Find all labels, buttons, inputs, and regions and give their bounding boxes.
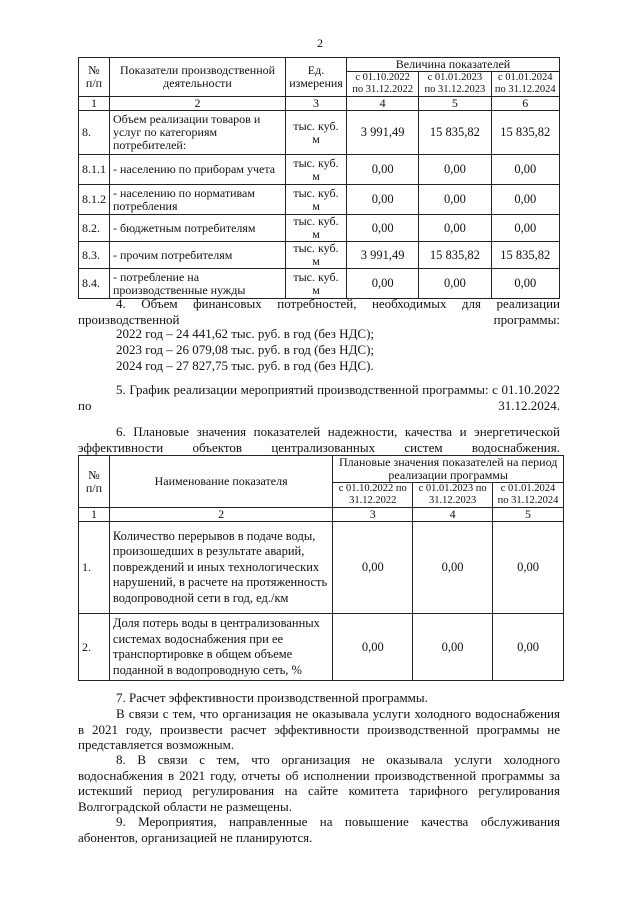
header-period: с 01.01.2024 по 31.12.2024 (491, 72, 559, 97)
row-value: 0,00 (419, 185, 491, 215)
table-row (79, 269, 560, 299)
col-number: 1 (79, 508, 110, 522)
finance-line: 2023 год – 26 079,08 тыс. руб. в год (без НДС); (116, 342, 375, 357)
section4-intro: 4. Объем финансовых потребностей, необходимых для реализации производственной программы: (78, 296, 560, 327)
col-number: 3 (333, 508, 413, 522)
table-row (79, 614, 564, 681)
row-name: - прочим потребителям (110, 242, 286, 269)
row-unit: тыс. куб. м (286, 269, 347, 299)
row-value: 15 835,82 (419, 242, 491, 269)
row-value: 0,00 (347, 215, 419, 242)
header-name: Наименование показателя (109, 456, 332, 508)
row-unit: тыс. куб. м (286, 155, 347, 185)
row-value: 15 835,82 (491, 111, 559, 155)
row-unit: тыс. куб. м (286, 242, 347, 269)
row-name: - населению по нормативам потребления (110, 185, 286, 215)
row-value: 0,00 (347, 185, 419, 215)
table-row (79, 242, 560, 269)
section7-title: 7. Расчет эффективности производственной программы. (116, 690, 428, 705)
row-value: 0,00 (333, 522, 413, 614)
row-unit: тыс. куб. м (286, 111, 347, 155)
row-value: 0,00 (347, 269, 419, 299)
row-num: 1. (79, 522, 110, 614)
col-number: 1 (79, 97, 110, 111)
finance-line: 2024 год – 27 827,75 тыс. руб. в год (без НДС). (116, 358, 374, 373)
row-value: 0,00 (333, 614, 413, 681)
row-value: 15 835,82 (491, 242, 559, 269)
row-value: 15 835,82 (419, 111, 491, 155)
section6-text: 6. Плановые значения показателей надежности, качества и энергетической эффективности объектов централизованных систем водоснабжения. (78, 424, 560, 455)
header-period: с 01.01.2023 по 31.12.2023 (413, 483, 493, 508)
col-number: 4 (347, 97, 419, 111)
header-period: с 01.01.2024 по 31.12.2024 (493, 483, 564, 508)
col-number: 2 (110, 97, 286, 111)
row-value: 0,00 (419, 215, 491, 242)
col-number: 4 (413, 508, 493, 522)
table-row (79, 522, 564, 614)
row-value: 0,00 (419, 155, 491, 185)
reliability-indicators-table (78, 455, 564, 681)
row-value: 0,00 (493, 522, 564, 614)
row-name: Объем реализации товаров и услуг по категориям потребителей: (110, 111, 286, 155)
row-num: 8. (79, 111, 110, 155)
header-num: № п/п (79, 456, 110, 508)
col-number: 3 (286, 97, 347, 111)
row-value: 0,00 (491, 155, 559, 185)
row-value: 0,00 (491, 215, 559, 242)
production-indicators-table (78, 57, 560, 299)
row-num: 8.1.2 (79, 185, 110, 215)
row-num: 8.3. (79, 242, 110, 269)
header-num: № п/п (79, 58, 110, 97)
table-row (79, 155, 560, 185)
row-name: - потребление на производственные нужды (110, 269, 286, 299)
section8-text: 8. В связи с тем, что организация не оказывала услуги холодного водоснабжения в 2021 году, отчеты об исполнении производственной программы за истекший период регулирования на сайте комитета тарифного регулирования Волгоградской области не размещены. (78, 752, 560, 814)
row-value: 3 991,49 (347, 111, 419, 155)
row-name: Доля потерь воды в централизованных системах водоснабжения при ее транспортировке в общем объеме поданной в водопроводную сеть, % (109, 614, 332, 681)
row-num: 8.4. (79, 269, 110, 299)
row-value: 0,00 (491, 185, 559, 215)
header-group: Плановые значения показателей на период реализации программы (333, 456, 564, 483)
header-period: с 01.10.2022 по 31.12.2022 (333, 483, 413, 508)
header-period: с 01.01.2023 по 31.12.2023 (419, 72, 491, 97)
row-num: 8.1.1 (79, 155, 110, 185)
header-indicator: Показатели производственной деятельности (110, 58, 286, 97)
row-name: - населению по приборам учета (110, 155, 286, 185)
row-name: - бюджетным потребителям (110, 215, 286, 242)
row-num: 8.2. (79, 215, 110, 242)
section5-text: 5. График реализации мероприятий производственной программы: с 01.10.2022 по 31.12.2024. (78, 382, 560, 413)
row-value: 0,00 (493, 614, 564, 681)
col-number: 6 (491, 97, 559, 111)
header-period: с 01.10.2022 по 31.12.2022 (347, 72, 419, 97)
finance-line: 2022 год – 24 441,62 тыс. руб. в год (без НДС); (116, 326, 375, 341)
row-value: 0,00 (347, 155, 419, 185)
table-row (79, 215, 560, 242)
row-unit: тыс. куб. м (286, 215, 347, 242)
row-value: 0,00 (413, 614, 493, 681)
col-number: 5 (419, 97, 491, 111)
row-num: 2. (79, 614, 110, 681)
row-value: 0,00 (419, 269, 491, 299)
table-row (79, 185, 560, 215)
page-number: 2 (317, 36, 323, 50)
row-name: Количество перерывов в подаче воды, произошедших в результате аварий, повреждений и иных технологических нарушений, в расчете на протяженность водопроводной сети в год, ед./км (109, 522, 332, 614)
row-value: 3 991,49 (347, 242, 419, 269)
col-number: 2 (109, 508, 332, 522)
row-unit: тыс. куб. м (286, 185, 347, 215)
header-value-group: Величина показателей (347, 58, 560, 72)
section7-text: В связи с тем, что организация не оказывала услуги холодного водоснабжения в 2021 году, произвести расчет эффективности производственной программы не представляется возможным. (78, 706, 560, 752)
header-unit: Ед. измерения (286, 58, 347, 97)
row-value: 0,00 (413, 522, 493, 614)
table-row (79, 111, 560, 155)
row-value: 0,00 (491, 269, 559, 299)
col-number: 5 (493, 508, 564, 522)
section9-text: 9. Мероприятия, направленные на повышение качества обслуживания абонентов, организацией не планируются. (78, 814, 560, 845)
